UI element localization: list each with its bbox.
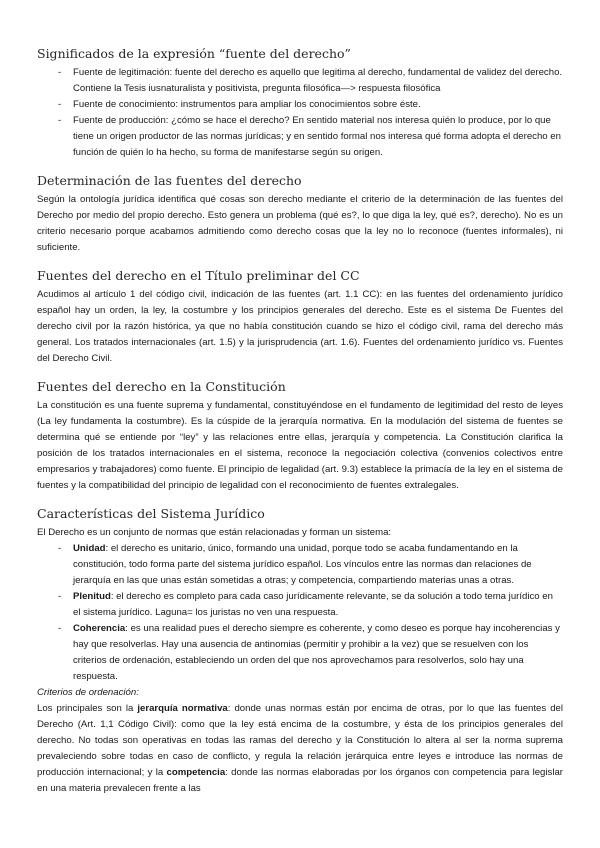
section-preliminary-title <box>37 268 563 367</box>
meanings-list <box>37 65 563 161</box>
paragraph: La constitución es una fuente suprema y fundamental, constituyéndose en el fundamento de legitimidad del resto de leyes (La ley fundamenta la costumbre). Es la cúspide de la jerarquía normativa. En la modulación del sistema de fuentes se determina qué se entiende por “ley” y las relaciones entre ellas, jerarquía y competencia. La Constitución clarifica la posición de los tratados internacionales en el sistema, reconoce la negociación colectiva (convenios colectivos entre empresarios y trabajadores) como fuente. El principio de legalidad (art. 9.3) establece la primacía de la ley en el sistema de fuentes y la compatibilidad del principio de legalidad con el reconocimiento de fuentes extralegales. <box>37 400 563 491</box>
paragraph <box>37 701 563 797</box>
section-characteristics <box>37 506 563 797</box>
characteristics-list <box>37 541 563 685</box>
list-item <box>37 541 563 589</box>
document-page <box>37 46 563 809</box>
section-title: Determinación de las fuentes del derecho <box>37 173 302 188</box>
term: Coherencia <box>73 623 126 634</box>
text-run: Los principales son la <box>37 703 138 714</box>
bold-term: jerarquía normativa <box>137 703 228 714</box>
bold-term: competencia <box>166 767 226 778</box>
section-meanings <box>37 46 563 161</box>
text-run: : donde las normas elaboradas por los órganos con competencia para legislar en una materia prevalecen frente a las <box>37 767 563 794</box>
text-run: : donde unas normas están por encima de otras, por lo que las fuentes del Derecho (Art. 1,1 Código Civil): como que la ley está encima de la costumbre, y ésta de los principios generales del derecho. No todas son operativas en todas las ramas del derecho y la Constitución lo altera al ser la norma suprema prevaleciendo sobre todas en caso de conflicto, y regula la relación jerárquica entre leyes e introduce las normas de producción internacional; y la <box>37 703 563 778</box>
list-item: - Fuente de conocimiento: instrumentos para ampliar los conocimientos sobre éste. <box>37 97 563 113</box>
term: Plenitud <box>73 591 111 602</box>
list-item: - Fuente de producción: ¿cómo se hace el derecho? En sentido material nos interesa quién lo produce, por lo que tiene un origen productor de las normas jurídicas; y en sentido formal nos interesa qué forma adopta el derecho en función de quién lo ha hecho, su forma de manifestarse según su origen. <box>37 113 563 161</box>
criteria-label: Criterios de ordenación: <box>37 687 139 698</box>
paragraph: Acudimos al artículo 1 del código civil, indicación de las fuentes (art. 1.1 CC): en las fuentes del ordenamiento jurídico español hay un orden, la ley, la costumbre y los principios generales del derecho. Este es el sistema De Fuentes del derecho civil por la razón histórica, ya que no había constitución cuando se hizo el código civil, rama del derecho más general. Los tratados internacionales (art. 1.5) y la jurisprudencia (art. 1.6). Fuentes del ordenamiento jurídico vs. Fuentes del Derecho Civil. <box>37 289 563 364</box>
term: Unidad <box>73 543 106 554</box>
paragraph: Según la ontología jurídica identifica qué cosas son derecho mediante el criterio de la determinación de las fuentes del Derecho por medio del propio derecho. Esto genera un problema (qué es?, lo que diga la ley, qué es?, derecho). No es un criterio necesario porque acabamos admitiendo como derecho cosas que la ley no lo reconoce (fuentes informales), ni suficiente. <box>37 194 563 253</box>
paragraph: El Derecho es un conjunto de normas que están relacionadas y forman un sistema: <box>37 527 392 538</box>
term-text: : el derecho es completo para cada caso jurídicamente relevante, se da solución a todo tema jurídico en el sistema jurídico. Laguna= los juristas no ven una respuesta. <box>73 591 553 618</box>
list-item <box>37 589 563 621</box>
term-text: : el derecho es unitario, único, formando una unidad, porque todo se acaba fundamentando en la constitución, todo forma parte del sistema jurídico español. Los vínculos entre las normas dan relaciones de jerarquía en las que unas están sometidas a otras; y competencia, compartiendo materias unas a otras. <box>73 543 532 586</box>
section-title: Fuentes del derecho en la Constitución <box>37 379 286 394</box>
section-constitution <box>37 379 563 494</box>
section-title: Fuentes del derecho en el Título preliminar del CC <box>37 268 360 283</box>
term-text: : es una realidad pues el derecho siempre es coherente, y como deseo es porque hay incoherencias y hay que resolverlas. Hay una ausencia de antinomias (permitir y prohibir a la vez) que se resuelven con los criterios de ordenación, estableciendo un orden del que nos aprovechamos para resolverlos, solo hay una respuesta. <box>73 623 560 682</box>
section-title: Características del Sistema Jurídico <box>37 506 265 521</box>
list-item <box>37 621 563 685</box>
section-title: Significados de la expresión “fuente del derecho” <box>37 46 351 61</box>
section-determination <box>37 173 563 256</box>
list-item: - Fuente de legitimación: fuente del derecho es aquello que legitima al derecho, fundamental de validez del derecho. Contiene la Tesis iusnaturalista y positivista, pregunta filosófica—> respuesta filosófica <box>37 65 563 97</box>
